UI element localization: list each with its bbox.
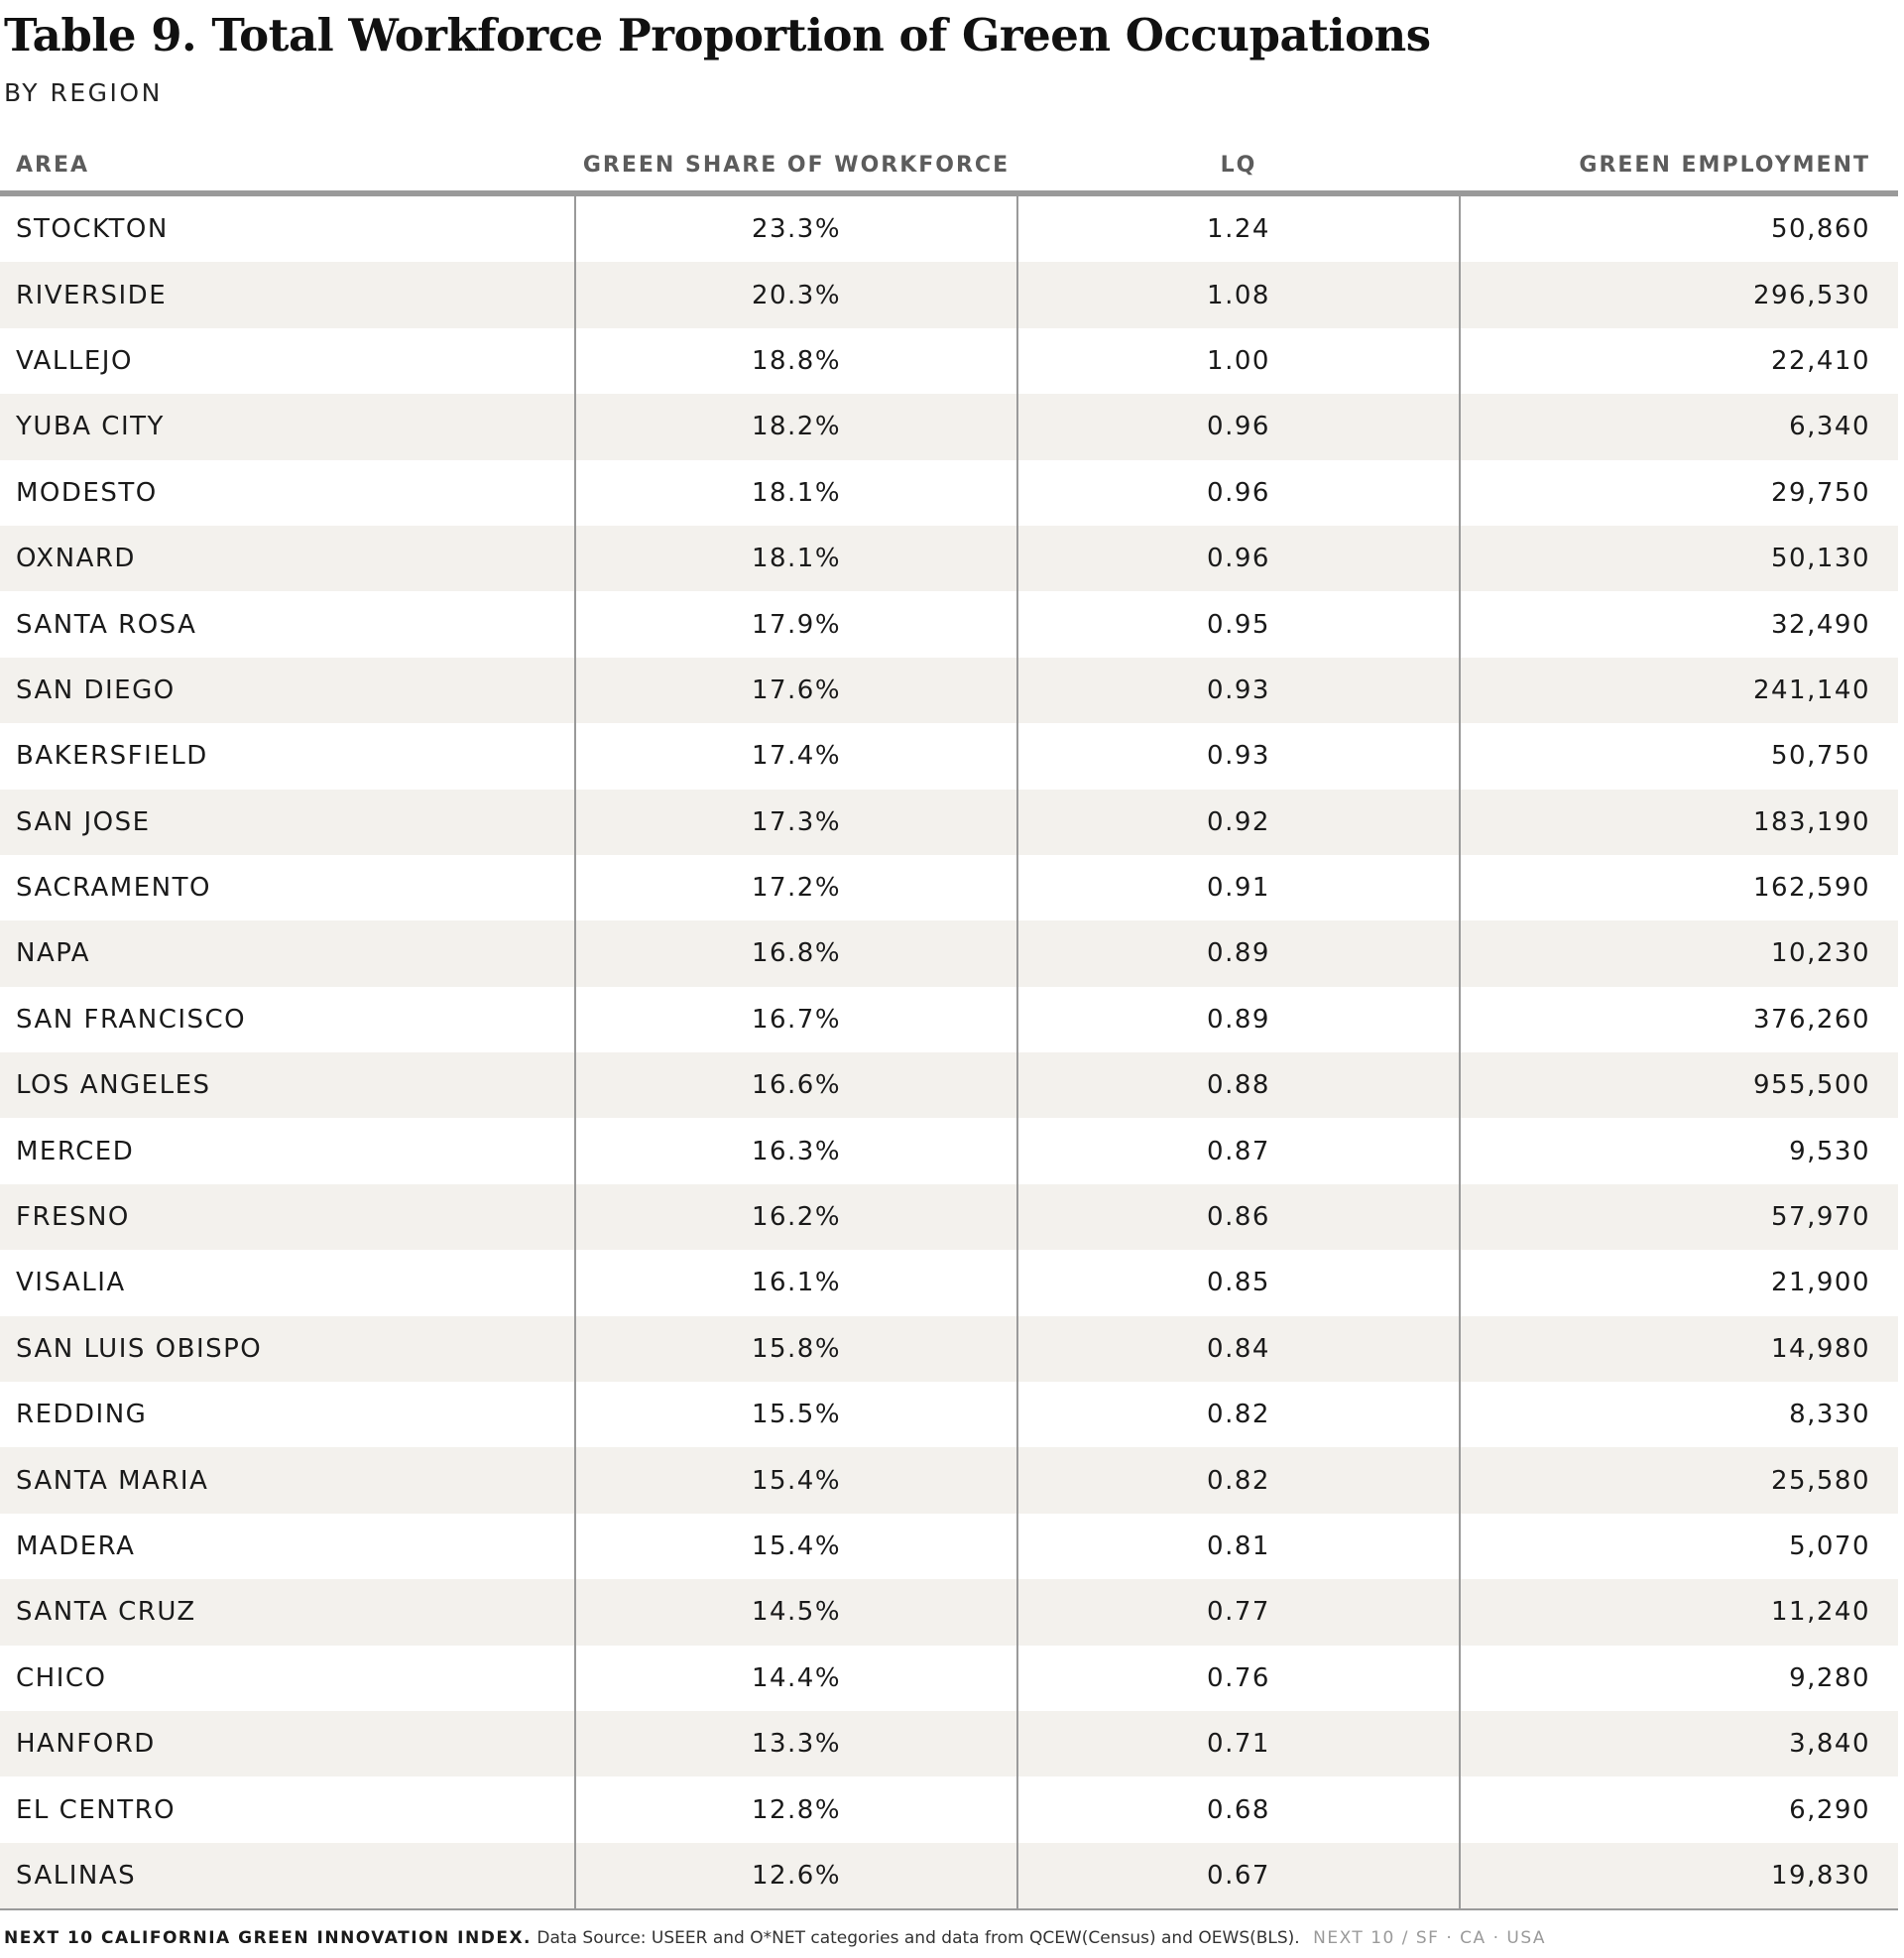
- table-row: [0, 855, 1898, 920]
- table-row: [0, 1250, 1898, 1315]
- area-cell: REDDING: [0, 1382, 575, 1447]
- column-header-green-share: GREEN SHARE OF WORKFORCE: [575, 139, 1017, 193]
- table-row: [0, 1382, 1898, 1447]
- green-employment-cell: 8,330: [1789, 1400, 1870, 1430]
- table-row: [0, 193, 1898, 262]
- green-share-cell: 16.7%: [575, 987, 1017, 1052]
- area-cell: SAN LUIS OBISPO: [0, 1316, 575, 1382]
- area-cell: VALLEJO: [0, 328, 575, 394]
- area-cell: BAKERSFIELD: [0, 723, 575, 789]
- green-employment-cell: 25,580: [1460, 1447, 1898, 1513]
- green-share-cell: 18.2%: [575, 394, 1017, 459]
- area-cell: SALINAS: [0, 1843, 575, 1909]
- lq-cell: 0.93: [1017, 658, 1460, 723]
- lq-cell: 0.89: [1017, 987, 1460, 1052]
- green-share-cell: 15.8%: [575, 1316, 1017, 1382]
- green-share-cell: 17.9%: [575, 591, 1017, 657]
- green-employment-cell: 162,590: [1752, 873, 1870, 904]
- lq-cell: 1.00: [1017, 328, 1460, 394]
- table-row: [0, 1052, 1898, 1118]
- green-employment-cell: 14,980: [1460, 1316, 1898, 1382]
- green-employment-cell: 955,500: [1460, 1052, 1898, 1118]
- green-employment-cell: 57,970: [1460, 1184, 1898, 1250]
- green-share-cell: 18.8%: [575, 328, 1017, 394]
- area-cell: VISALIA: [0, 1250, 575, 1315]
- green-share-cell: 16.6%: [575, 1052, 1017, 1118]
- green-employment-cell: 32,490: [1771, 609, 1870, 640]
- green-share-cell: 17.4%: [575, 723, 1017, 789]
- table-header-row: [0, 139, 1898, 193]
- table-row: [0, 1118, 1898, 1183]
- green-share-cell: 17.6%: [575, 658, 1017, 723]
- lq-cell: 0.71: [1017, 1711, 1460, 1776]
- green-employment-cell: 5,070: [1789, 1531, 1870, 1561]
- footer-brand: NEXT 10 CALIFORNIA GREEN INNOVATION INDEX.: [4, 1928, 533, 1948]
- table-row: [0, 262, 1898, 327]
- lq-cell: 0.89: [1017, 920, 1460, 986]
- green-employment-cell: 11,240: [1460, 1579, 1898, 1645]
- lq-cell: 0.76: [1017, 1646, 1460, 1711]
- document-page: [4, 0, 1902, 109]
- table-row: [0, 1579, 1898, 1645]
- green-employment-cell: 9,530: [1789, 1136, 1870, 1166]
- green-share-cell: 18.1%: [575, 526, 1017, 591]
- green-employment-cell: 22,410: [1771, 345, 1870, 376]
- green-employment-cell: 241,140: [1460, 658, 1898, 723]
- area-cell: OXNARD: [0, 526, 575, 591]
- area-cell: SANTA MARIA: [0, 1447, 575, 1513]
- green-share-cell: 16.2%: [575, 1184, 1017, 1250]
- lq-cell: 0.84: [1017, 1316, 1460, 1382]
- green-employment-cell: 376,260: [1752, 1004, 1870, 1035]
- table-row: [0, 1843, 1898, 1909]
- green-employment-cell: 296,530: [1460, 262, 1898, 327]
- table-row: [0, 1646, 1898, 1711]
- green-share-cell: 18.1%: [575, 460, 1017, 526]
- lq-cell: 0.86: [1017, 1184, 1460, 1250]
- green-employment-cell: 3,840: [1460, 1711, 1898, 1776]
- area-cell: SACRAMENTO: [0, 855, 575, 920]
- area-cell: FRESNO: [0, 1184, 575, 1250]
- footer-source: Data Source: USEER and O*NET categories and data from QCEW(Census) and OEWS(BLS).: [536, 1928, 1300, 1948]
- green-employment-cell: 50,750: [1771, 741, 1870, 772]
- table-title: Table 9. Total Workforce Proportion of Green Occupations: [4, 9, 1431, 61]
- footer: [4, 1928, 1546, 1948]
- lq-cell: 0.68: [1017, 1776, 1460, 1842]
- green-employment-cell: 10,230: [1460, 920, 1898, 986]
- green-share-cell: 17.3%: [575, 790, 1017, 855]
- green-employment-cell: 6,290: [1789, 1794, 1870, 1825]
- green-share-cell: 12.8%: [575, 1776, 1017, 1842]
- lq-cell: 0.81: [1017, 1514, 1460, 1579]
- table-row: [0, 1447, 1898, 1513]
- table-row: [0, 723, 1898, 789]
- green-occupations-table: [0, 139, 1898, 1910]
- lq-cell: 1.24: [1017, 193, 1460, 262]
- green-share-cell: 15.4%: [575, 1447, 1017, 1513]
- green-share-cell: 12.6%: [575, 1843, 1017, 1909]
- table-row: [0, 790, 1898, 855]
- area-cell: MODESTO: [0, 460, 575, 526]
- green-share-cell: 14.4%: [575, 1646, 1017, 1711]
- lq-cell: 0.95: [1017, 591, 1460, 657]
- lq-cell: 0.77: [1017, 1579, 1460, 1645]
- green-share-cell: 23.3%: [575, 193, 1017, 262]
- area-cell: CHICO: [0, 1646, 575, 1711]
- green-employment-cell: 6,340: [1460, 394, 1898, 459]
- table-row: [0, 526, 1898, 591]
- lq-cell: 0.82: [1017, 1382, 1460, 1447]
- area-cell: YUBA CITY: [0, 394, 575, 459]
- lq-cell: 0.93: [1017, 723, 1460, 789]
- area-cell: NAPA: [0, 920, 575, 986]
- column-header-green-employment: GREEN EMPLOYMENT: [1460, 139, 1898, 193]
- green-share-cell: 16.3%: [575, 1118, 1017, 1183]
- table-row: [0, 920, 1898, 986]
- green-share-cell: 15.4%: [575, 1514, 1017, 1579]
- footer-org: NEXT 10 / SF · CA · USA: [1313, 1928, 1547, 1948]
- area-cell: HANFORD: [0, 1711, 575, 1776]
- green-employment-cell: 19,830: [1460, 1843, 1898, 1909]
- table-row: [0, 987, 1898, 1052]
- table-row: [0, 591, 1898, 657]
- green-employment-cell: 21,900: [1771, 1268, 1870, 1298]
- table-row: [0, 460, 1898, 526]
- table-row: [0, 1776, 1898, 1842]
- table-row: [0, 1316, 1898, 1382]
- green-share-cell: 17.2%: [575, 855, 1017, 920]
- lq-cell: 0.67: [1017, 1843, 1460, 1909]
- green-share-cell: 16.1%: [575, 1250, 1017, 1315]
- area-cell: STOCKTON: [0, 193, 575, 262]
- green-employment-cell: 50,860: [1771, 214, 1870, 245]
- table-subtitle: BY REGION: [4, 78, 163, 107]
- table-row: [0, 394, 1898, 459]
- column-header-lq: LQ: [1017, 139, 1460, 193]
- area-cell: MERCED: [0, 1118, 575, 1183]
- table-body: [0, 193, 1898, 1909]
- lq-cell: 0.92: [1017, 790, 1460, 855]
- lq-cell: 0.87: [1017, 1118, 1460, 1183]
- area-cell: MADERA: [0, 1514, 575, 1579]
- green-employment-cell: 29,750: [1771, 477, 1870, 508]
- lq-cell: 0.96: [1017, 460, 1460, 526]
- lq-cell: 0.96: [1017, 526, 1460, 591]
- green-share-cell: 16.8%: [575, 920, 1017, 986]
- table-row: [0, 328, 1898, 394]
- area-cell: LOS ANGELES: [0, 1052, 575, 1118]
- area-cell: RIVERSIDE: [0, 262, 575, 327]
- green-share-cell: 13.3%: [575, 1711, 1017, 1776]
- green-employment-cell: 9,280: [1789, 1662, 1870, 1693]
- area-cell: SAN FRANCISCO: [0, 987, 575, 1052]
- lq-cell: 0.96: [1017, 394, 1460, 459]
- area-cell: SANTA CRUZ: [0, 1579, 575, 1645]
- table-row: [0, 1711, 1898, 1776]
- lq-cell: 0.88: [1017, 1052, 1460, 1118]
- lq-cell: 0.91: [1017, 855, 1460, 920]
- lq-cell: 0.85: [1017, 1250, 1460, 1315]
- lq-cell: 1.08: [1017, 262, 1460, 327]
- table-row: [0, 1184, 1898, 1250]
- area-cell: SANTA ROSA: [0, 591, 575, 657]
- area-cell: EL CENTRO: [0, 1776, 575, 1842]
- green-employment-cell: 183,190: [1460, 790, 1898, 855]
- table-row: [0, 1514, 1898, 1579]
- green-employment-cell: 50,130: [1460, 526, 1898, 591]
- area-cell: SAN JOSE: [0, 790, 575, 855]
- area-cell: SAN DIEGO: [0, 658, 575, 723]
- green-share-cell: 14.5%: [575, 1579, 1017, 1645]
- green-share-cell: 15.5%: [575, 1382, 1017, 1447]
- green-share-cell: 20.3%: [575, 262, 1017, 327]
- table-row: [0, 658, 1898, 723]
- lq-cell: 0.82: [1017, 1447, 1460, 1513]
- column-header-area: AREA: [0, 139, 575, 193]
